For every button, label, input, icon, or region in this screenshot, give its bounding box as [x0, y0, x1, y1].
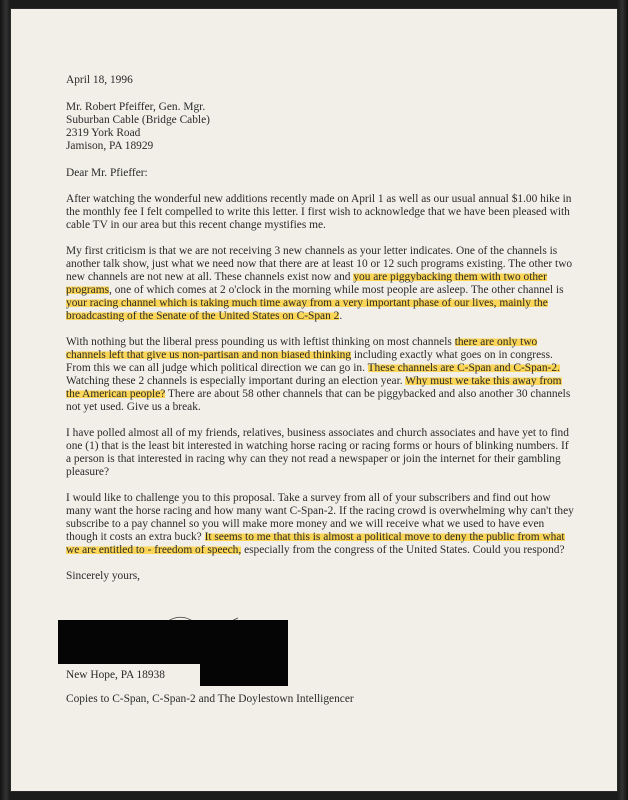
- text-run: .: [339, 310, 343, 322]
- text-run: , one of which comes at 2 o'clock in the morning while most people are asleep. The other channel is: [109, 284, 564, 296]
- salutation: Dear Mr. Pfieffer:: [66, 167, 148, 179]
- recipient-address: [66, 101, 576, 153]
- redaction-block: [200, 664, 288, 686]
- text-run: Watching these 2 channels is especially important during an election year.: [66, 375, 406, 387]
- highlighted-text: It seems to me that this is almost a political move to deny the public from what we are entitled to - freedom of speech,: [66, 531, 565, 556]
- highlighted-text: These channels are C-Span and C-Span-2.: [367, 362, 560, 374]
- highlighted-text: there are only two channels left that give us non-partisan and non biased thinking: [66, 336, 538, 361]
- copies-line: Copies to C-Span, C-Span-2 and The Doylestown Intelligencer: [66, 693, 354, 705]
- redaction-block: [58, 620, 288, 664]
- scan-edge-right: [618, 0, 628, 800]
- sender-city: New Hope, PA 18938: [66, 669, 165, 681]
- paragraph-4: I have polled almost all of my friends, relatives, business associates and church associates and have yet to find one (1) that is the least bit interested in watching horse racing or racing forms or hours of blinking numbers. If a person is that interested in racing why can they not read a newspaper or join the internet for their gambling pleasure?: [66, 427, 569, 478]
- letter-date: April 18, 1996: [66, 74, 133, 86]
- text-run: especially from the congress of the United States. Could you respond?: [241, 544, 565, 556]
- text-run: There are about 58 other channels that can be piggybacked and also another 30 channels not yet used. Give us a break.: [66, 388, 571, 413]
- address-line: Suburban Cable (Bridge Cable): [66, 114, 210, 126]
- closing: Sincerely yours,: [66, 570, 141, 582]
- highlighted-text: your racing channel which is taking much time away from a very important phase of our lives, mainly the broadcasting of the Senate of the United States on C-Span 2: [66, 297, 548, 322]
- address-line: Mr. Robert Pfeiffer, Gen. Mgr.: [66, 101, 206, 113]
- paragraph-1: After watching the wonderful new additions recently made on April 1 as well as our usual annual $1.00 hike in the monthly fee I felt compelled to write this letter. I first wish to acknowledge that we have been pleased with cable TV in our area but this recent change mystifies me.: [66, 193, 572, 231]
- paragraph-2: [66, 245, 576, 323]
- highlighted-text: Why must we take this away from the American people?: [66, 375, 562, 400]
- text-run: I would like to challenge you to this proposal. Take a survey from all of your subscribers and find out how many want the horse racing and how many want C-Span-2. If the racing crowd is overwhelming why can't they subscribe to a pay channel so you will make more money and we will receive what we used to have even though it costs an extra buck?: [66, 492, 574, 543]
- highlighted-text: you are piggybacking them with two other programs: [66, 271, 547, 296]
- text-run: My first criticism is that we are not receiving 3 new channels as your letter indicates. One of the channels is another talk show, just what we need now that there are at least 10 or 12 such programs existing. The other two new channels are not new at all. These channels exist now and: [66, 245, 573, 283]
- scan-edge-left: [0, 0, 10, 800]
- letter-body: [66, 74, 576, 587]
- text-run: including exactly what goes on in congress. From this we can all judge which political direction we can go in.: [66, 349, 553, 374]
- paragraph-3: [66, 336, 576, 414]
- address-line: Jamison, PA 18929: [66, 140, 154, 152]
- address-line: 2319 York Road: [66, 127, 141, 139]
- text-run: With nothing but the liberal press pounding us with leftist thinking on most channels: [66, 336, 455, 348]
- paragraph-5: [66, 492, 576, 557]
